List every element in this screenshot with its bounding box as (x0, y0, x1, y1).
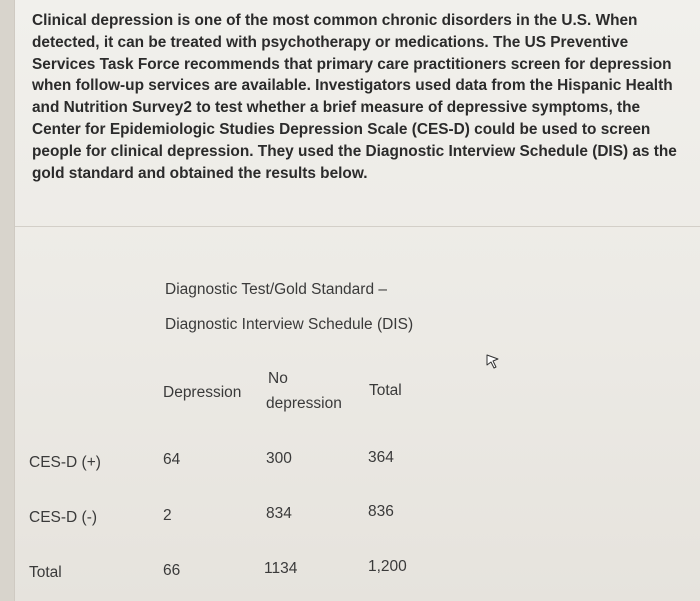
table-caption-line2: Diagnostic Interview Schedule (DIS) (165, 316, 414, 333)
header-no-depression-line1: No (268, 370, 288, 387)
row-label-total: Total (29, 564, 62, 581)
cell-no-depression: 300 (266, 450, 292, 467)
header-total: Total (369, 382, 402, 399)
table-caption-line1: Diagnostic Test/Gold Standard – (165, 281, 388, 298)
mouse-pointer-icon (485, 353, 501, 369)
row-label-ces-d-positive: CES-D (+) (29, 454, 101, 471)
question-text: Clinical depression is one of the most common chronic disorders in the U.S. When detected, it can be treated with psychotherapy or medications. The US Preventive Services Task Force recommends that primary care practitioners screen for depression when follow-up services are available. Investigators used data from the Hispanic Health and Nutrition Survey2 to test whether a brief measure of depressive symptoms, the Center for Epidemiologic Studies Depression Scale (CES-D) could be used to screen people for clinical depression. They used the Diagnostic Interview Schedule (DIS) as the gold standard and obtained the results below. (32, 12, 677, 182)
header-depression: Depression (163, 384, 242, 401)
divider (15, 226, 700, 227)
cell-depression: 2 (163, 507, 172, 524)
row-label-ces-d-negative: CES-D (-) (29, 509, 98, 526)
cell-no-depression: 1134 (264, 560, 298, 577)
cell-total: 364 (368, 449, 394, 466)
header-no-depression-line2: depression (266, 395, 342, 412)
cell-depression: 66 (163, 562, 181, 579)
question-card (14, 0, 700, 601)
cell-depression: 64 (163, 451, 181, 468)
cell-total: 1,200 (368, 558, 407, 575)
cell-total: 836 (368, 503, 394, 520)
cell-no-depression: 834 (266, 505, 292, 522)
